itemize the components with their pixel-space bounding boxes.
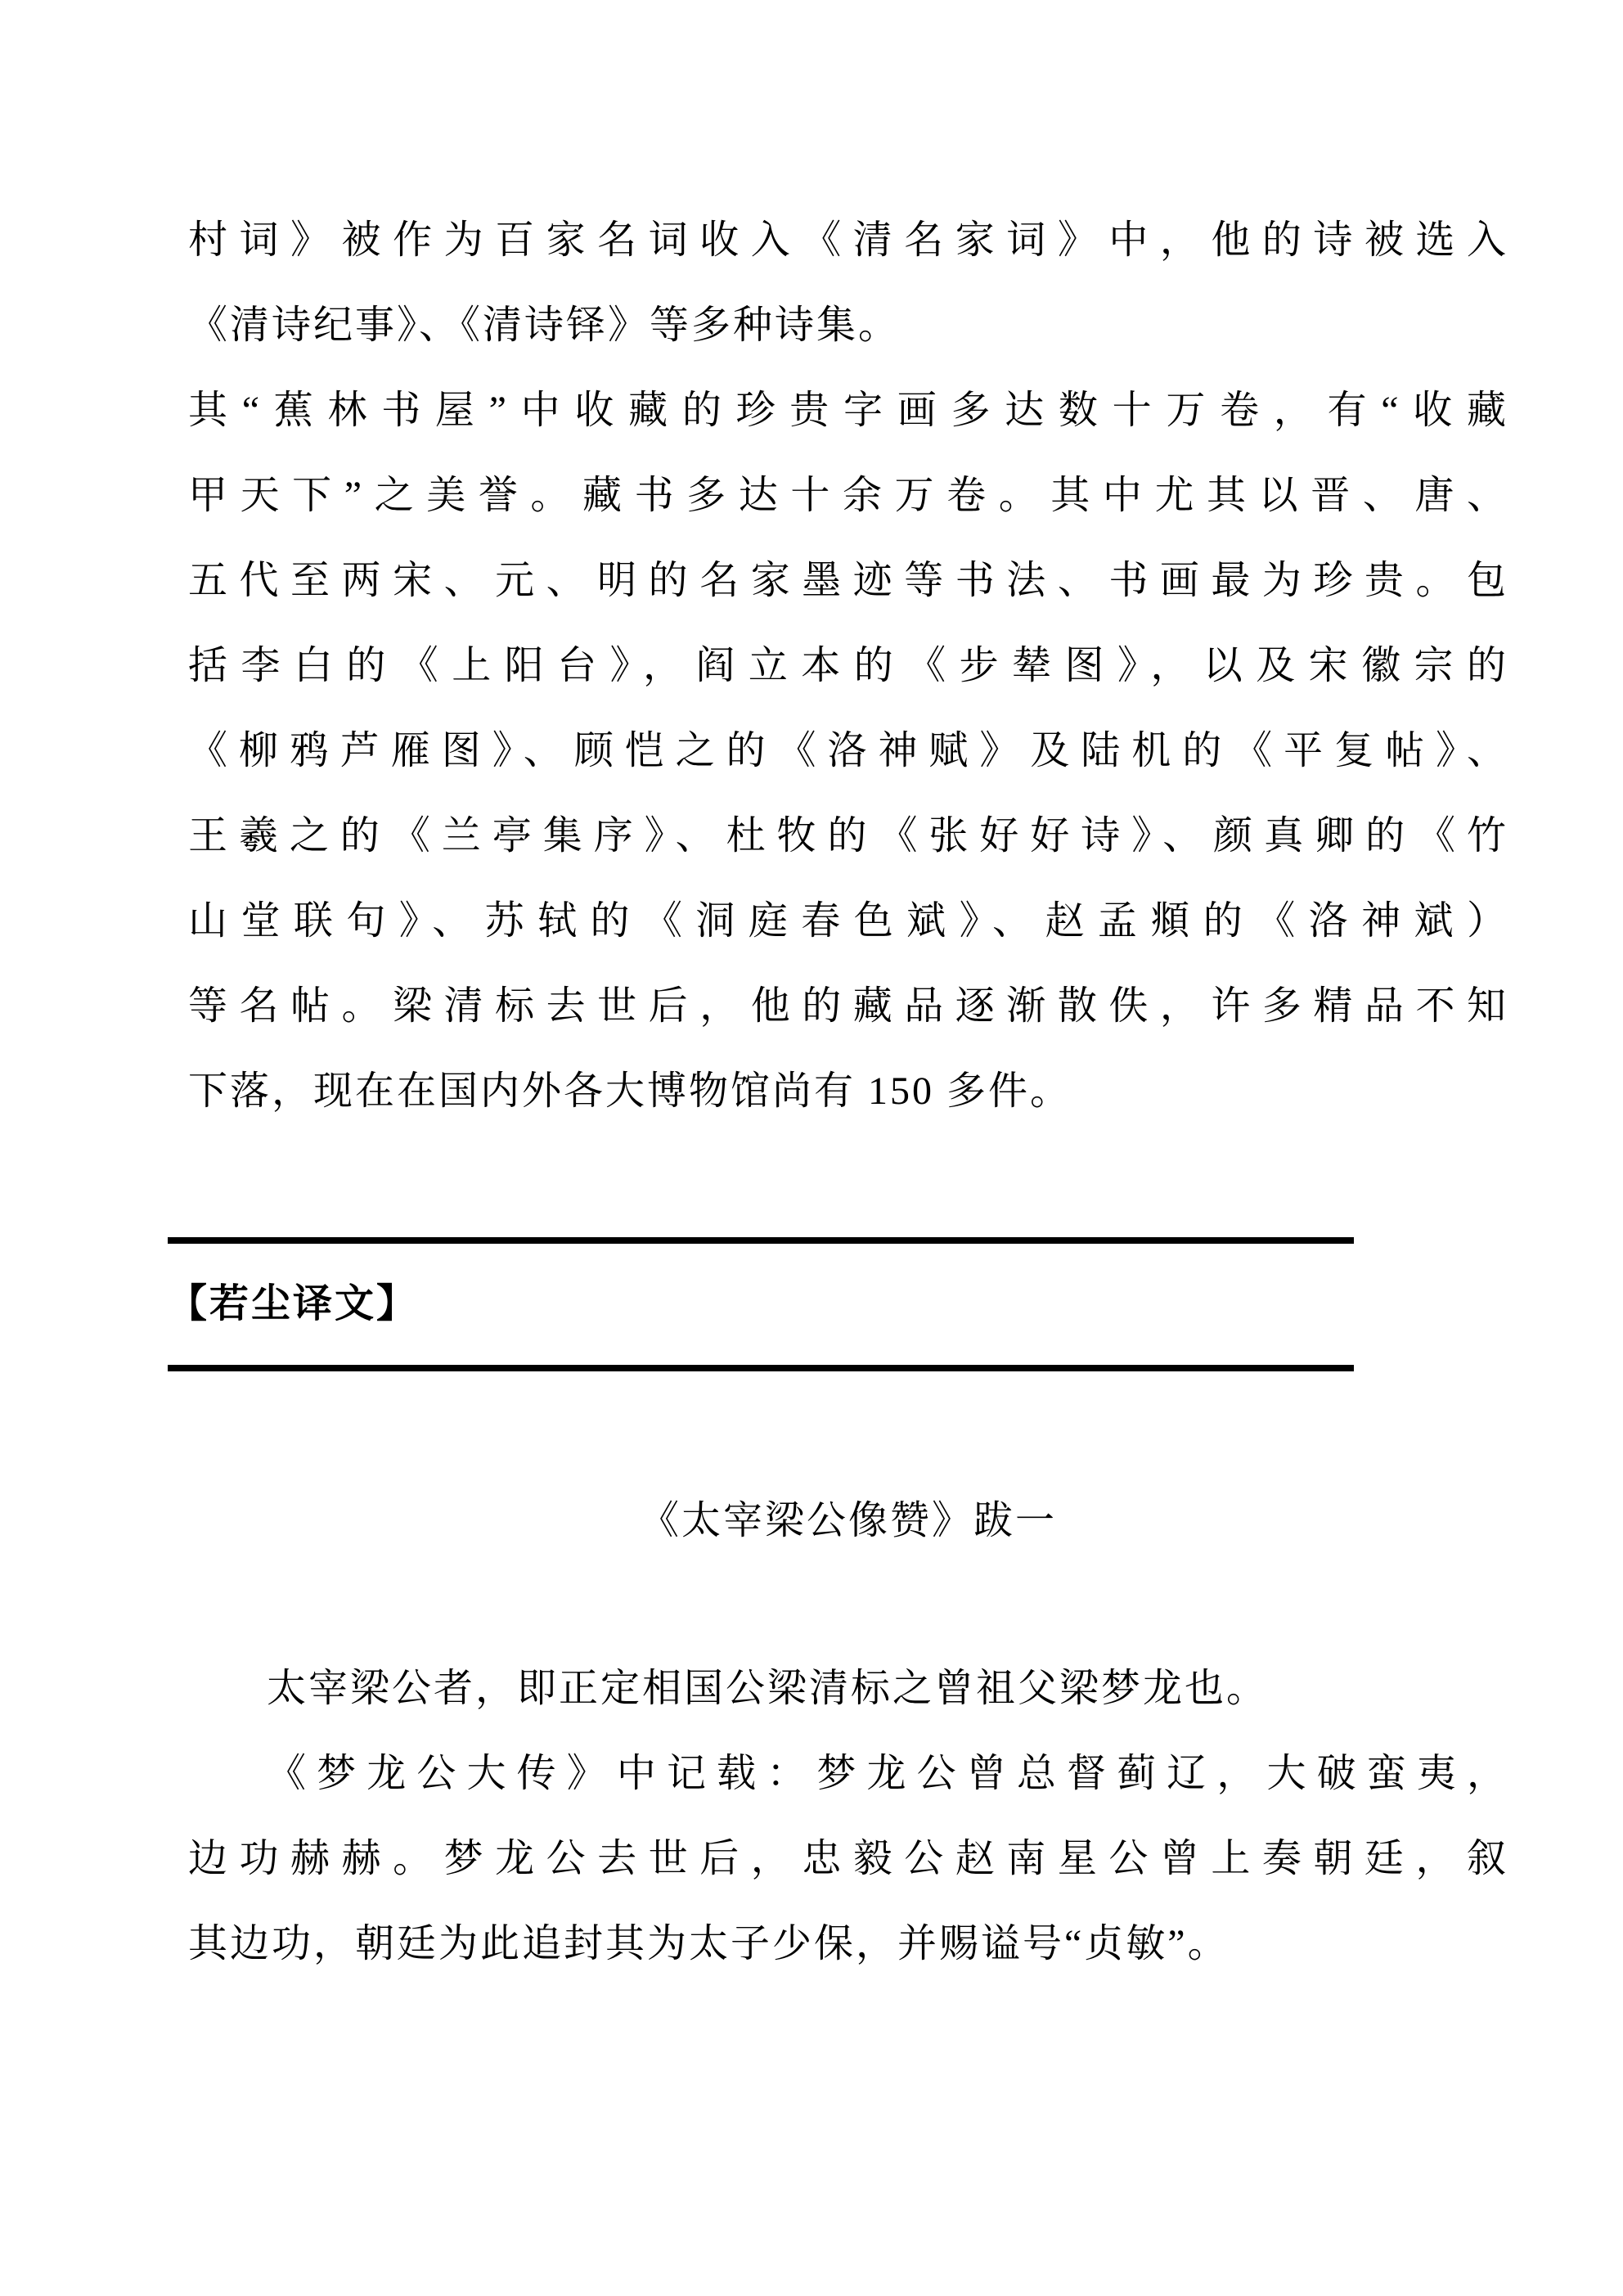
divider-rule-bottom [168, 1365, 1354, 1371]
divider-rule-top [168, 1237, 1354, 1244]
text-line: 其边功，朝廷为此追封其为太子少保，并赐谥号“贞敏”。 [188, 1922, 1230, 1965]
text-line: 边功赫赫。梦龙公去世后，忠毅公赵南星公曾上奏朝廷，叙 [188, 1837, 1508, 1880]
translation-paragraph-1 [188, 1646, 1508, 1731]
text-line: 下落，现在在国内外各大博物馆尚有 150 多件。 [188, 1069, 1072, 1113]
text-line: 等名帖。梁清标去世后，他的藏品逐渐散佚，许多精品不知 [188, 984, 1508, 1028]
text-line: 山堂联句》、苏轼的《洞庭春色斌》、赵孟頫的《洛神斌） [188, 899, 1508, 943]
text-line: 王羲之的《兰亭集序》、杜牧的《张好好诗》、颜真卿的《竹 [188, 814, 1508, 858]
section-divider [168, 1237, 1508, 1371]
translation-paragraph-2 [188, 1731, 1508, 1987]
text-line: 其“蕉林书屋”中收藏的珍贵字画多达数十万卷，有“收藏 [188, 389, 1508, 432]
intro-paragraph-1 [188, 198, 1508, 368]
text-line: 括李白的《上阳台》，阎立本的《步辇图》，以及宋徽宗的 [188, 644, 1508, 687]
text-line: 甲天下”之美誉。藏书多达十余万卷。其中尤其以晋、唐、 [188, 474, 1508, 517]
text-line: 《梦龙公大传》中记载：梦龙公曾总督蓟辽，大破蛮夷， [267, 1752, 1508, 1795]
text-line: 五代至两宋、元、明的名家墨迹等书法、书画最为珍贵。包 [188, 559, 1508, 602]
text-line: 村词》被作为百家名词收入《清名家词》中，他的诗被选入 [188, 218, 1508, 262]
text-line: 《清诗纪事》、《清诗铎》等多种诗集。 [188, 304, 901, 347]
section-header: 【若尘译文】 [168, 1282, 419, 1326]
translation-title: 《太宰梁公像赞》跋一 [639, 1499, 1057, 1542]
intro-paragraph-2 [188, 368, 1508, 1134]
text-line: 太宰梁公者，即正定相国公梁清标之曾祖父梁梦龙也。 [267, 1667, 1269, 1710]
text-line: 《柳鸦芦雁图》、顾恺之的《洛神赋》及陆机的《平复帖》、 [188, 729, 1508, 772]
